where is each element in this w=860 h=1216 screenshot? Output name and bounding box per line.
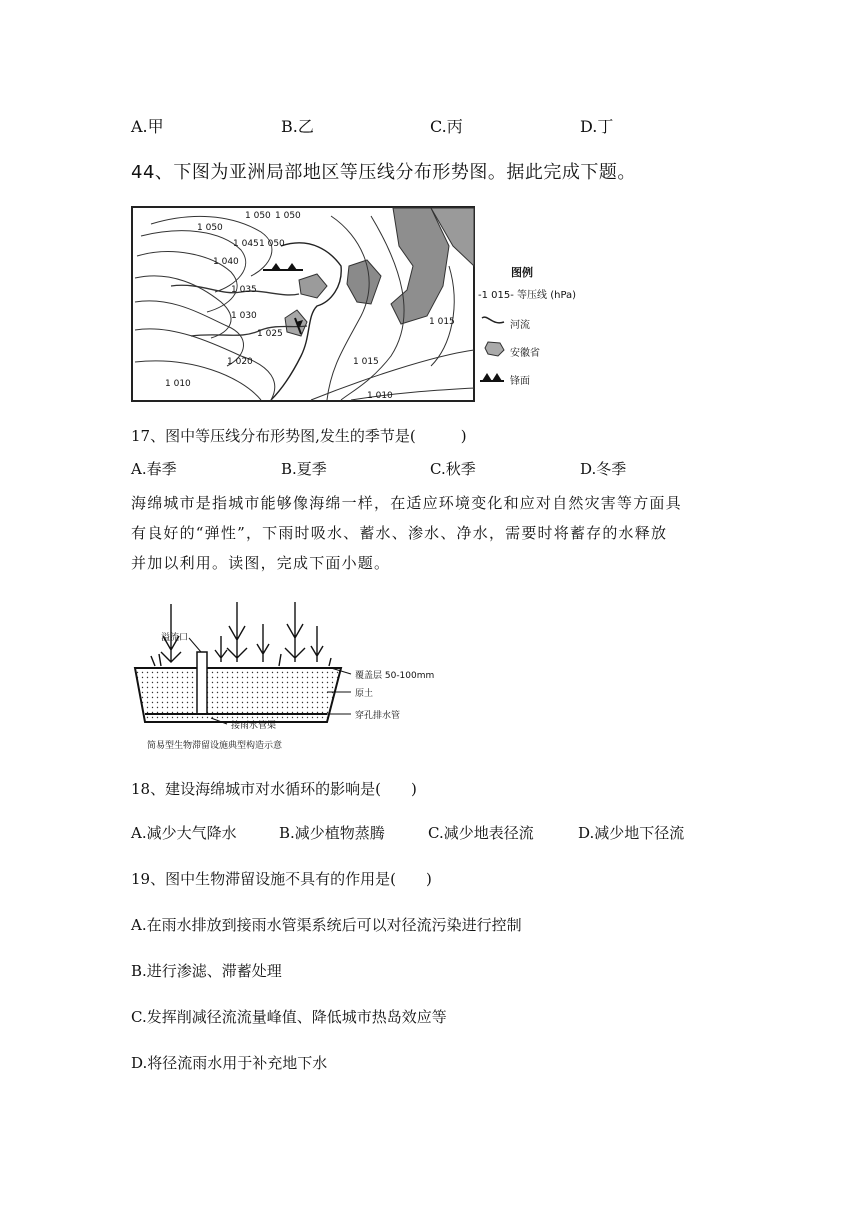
option-b: B.进行渗滤、滞蓄处理	[131, 962, 282, 980]
legend-front-label: 锋面	[510, 376, 530, 387]
passage-line: 并加以利用。读图，完成下面小题。	[131, 554, 391, 572]
option-b: B.夏季	[281, 460, 327, 478]
legend-province-label: 安徽省	[510, 348, 540, 359]
question-19-stem: 19、图中生物滞留设施不具有的作用是( )	[131, 870, 432, 888]
front-symbol-icon	[478, 370, 506, 384]
option-d: D.将径流雨水用于补充地下水	[131, 1054, 328, 1072]
isobar-label: 1 050	[275, 211, 301, 221]
overflow-pipe	[197, 652, 207, 714]
option-c: C.秋季	[430, 460, 476, 478]
option-d: D.减少地下径流	[578, 824, 685, 842]
question-44-title: 44、下图为亚洲局部地区等压线分布形势图。据此完成下题。	[131, 162, 636, 183]
isobar-label: 1 045	[233, 239, 259, 249]
question-18-stem: 18、建设海绵城市对水循环的影响是( )	[131, 780, 417, 798]
passage-line: 有良好的“弹性”，下雨时吸水、蓄水、渗水、净水，需要时将蓄存的水释放	[131, 524, 668, 542]
question-17-stem: 17、图中等压线分布形势图,发生的季节是( )	[131, 427, 467, 445]
question-17-options	[131, 458, 731, 482]
isobar-label: 1 040	[213, 257, 239, 267]
option-b: B.乙	[281, 117, 314, 136]
cover-layer-label: 覆盖层 50-100mm	[355, 671, 435, 681]
isobar-label: 1 050	[197, 223, 223, 233]
option-a: A.减少大气降水	[131, 824, 237, 842]
diagram-caption: 简易型生物滞留设施典型构造示意	[147, 741, 283, 751]
river-symbol-icon	[480, 314, 506, 328]
option-d: D.丁	[580, 117, 614, 136]
isobar-label: 1 035	[231, 285, 257, 295]
isobar-label: 1 015	[353, 357, 379, 367]
legend-isobar: -1 015- 等压线 (hPa)	[478, 290, 577, 301]
isobar-label: 1 015	[429, 317, 455, 327]
map-legend	[478, 258, 598, 398]
province-symbol-icon	[482, 340, 508, 358]
legend-title: 图例	[511, 266, 533, 279]
option-a: A.甲	[131, 117, 164, 136]
option-a: A.春季	[131, 460, 177, 478]
native-soil-label: 原土	[355, 689, 374, 699]
option-a: A.在雨水排放到接雨水管渠系统后可以对径流污染进行控制	[131, 916, 522, 934]
perforated-pipe-label: 穿孔排水管	[355, 711, 401, 721]
option-d: D.冬季	[580, 460, 627, 478]
legend-river-label: 河流	[510, 320, 530, 331]
option-b: B.减少植物蒸腾	[279, 824, 385, 842]
option-c: C.减少地表径流	[428, 824, 534, 842]
isobar-label: 1 050	[259, 239, 285, 249]
passage-line: 海绵城市是指城市能够像海绵一样，在适应环境变化和应对自然灾害等方面具	[131, 494, 682, 512]
isobar-label: 1 025	[257, 329, 283, 339]
isobar-label: 1 030	[231, 311, 257, 321]
isobar-label: 1 010	[367, 391, 393, 401]
sponge-city-passage	[131, 488, 731, 578]
isobar-label: 1 010	[165, 379, 191, 389]
previous-question-options	[131, 114, 731, 140]
isobar-label: 1 020	[227, 357, 253, 367]
bioretention-diagram	[131, 596, 451, 756]
isobar-label: 1 050	[245, 211, 271, 221]
option-c: C.丙	[430, 117, 463, 136]
option-c: C.发挥削减径流流量峰值、降低城市热岛效应等	[131, 1008, 447, 1026]
isobar-map	[131, 206, 475, 402]
rain-channel-label: 接雨水管渠	[231, 721, 277, 731]
overflow-label: 溢流口	[161, 633, 189, 643]
